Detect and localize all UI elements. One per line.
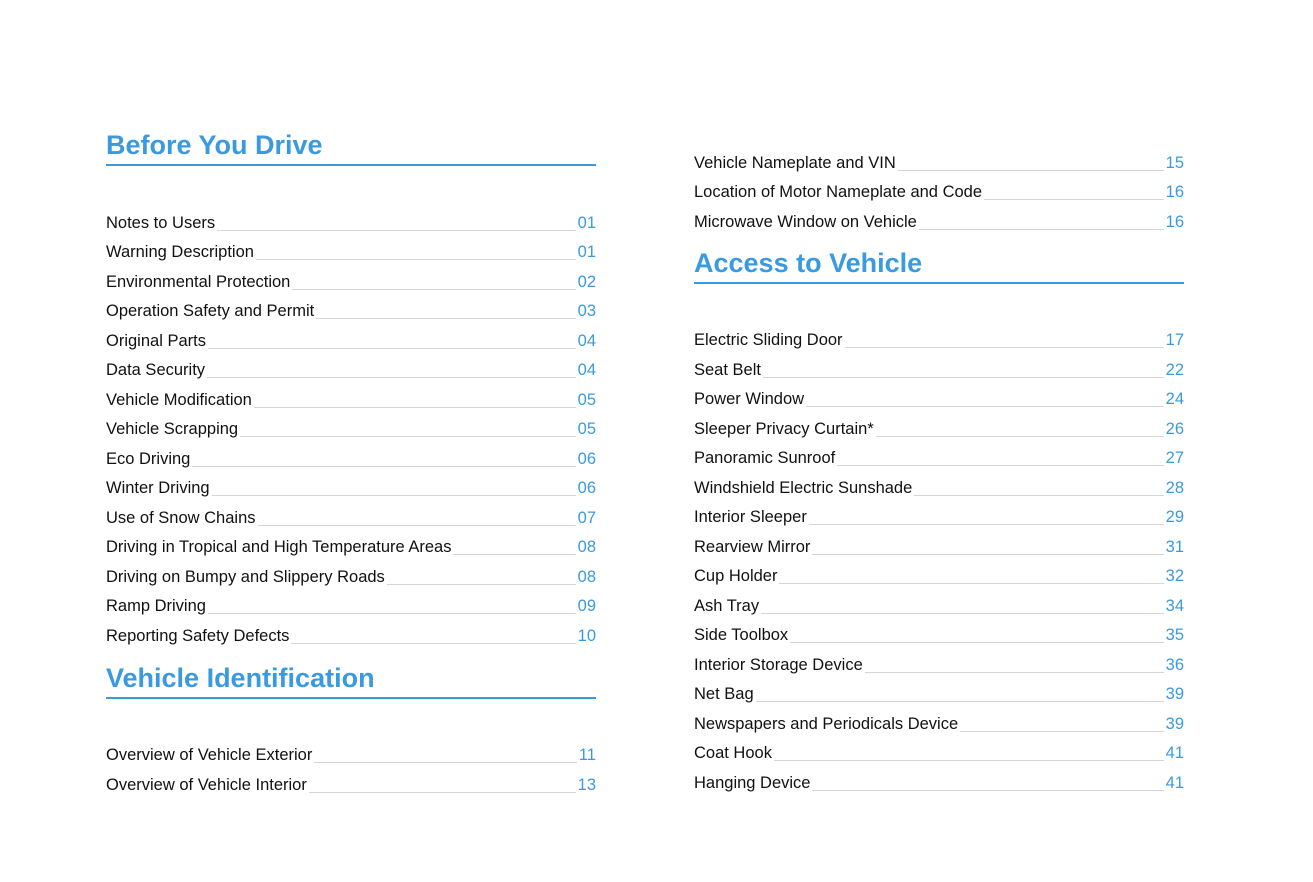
toc-entry[interactable] bbox=[694, 585, 1184, 615]
leader-line bbox=[387, 584, 576, 585]
entry-page-number: 06 bbox=[577, 479, 596, 497]
entry-page-number: 39 bbox=[1165, 685, 1184, 703]
leader-line bbox=[898, 170, 1164, 171]
entry-page-number: 35 bbox=[1165, 626, 1184, 644]
toc-entry[interactable] bbox=[106, 468, 596, 498]
entry-page-number: 17 bbox=[1165, 331, 1184, 349]
toc-entry[interactable] bbox=[106, 202, 596, 232]
toc-left-column bbox=[106, 129, 596, 811]
entry-page-number: 13 bbox=[577, 775, 596, 794]
leader-line bbox=[309, 792, 576, 793]
toc-entry[interactable] bbox=[694, 349, 1184, 379]
toc-entry[interactable] bbox=[694, 172, 1184, 202]
entry-page-number: 24 bbox=[1165, 390, 1184, 408]
entry-title: Side Toolbox bbox=[694, 626, 789, 644]
entry-title: Interior Sleeper bbox=[694, 508, 807, 526]
toc-entry[interactable] bbox=[694, 142, 1184, 172]
toc-section bbox=[106, 129, 596, 645]
entry-page-number: 08 bbox=[577, 567, 596, 586]
entry-title: Coat Hook bbox=[694, 744, 772, 762]
entry-title: Winter Driving bbox=[106, 479, 210, 497]
entry-title: Panoramic Sunroof bbox=[694, 449, 836, 467]
entry-title: Rearview Mirror bbox=[694, 537, 811, 556]
toc-entry[interactable] bbox=[694, 615, 1184, 645]
entry-title: Eco Driving bbox=[106, 449, 191, 468]
toc-entry[interactable] bbox=[694, 556, 1184, 586]
leader-line bbox=[208, 613, 576, 614]
section-title: Before You Drive bbox=[106, 129, 596, 166]
entry-title: Seat Belt bbox=[694, 360, 761, 379]
toc-entry[interactable] bbox=[106, 261, 596, 291]
leader-line bbox=[984, 199, 1164, 200]
leader-line bbox=[217, 230, 576, 231]
entry-page-number: 02 bbox=[577, 272, 596, 291]
leader-line bbox=[774, 760, 1164, 761]
section-title: Vehicle Identification bbox=[106, 662, 596, 699]
toc-entry-list bbox=[694, 320, 1184, 792]
entry-title: Net Bag bbox=[694, 685, 754, 703]
leader-line bbox=[812, 554, 1163, 555]
toc-entry[interactable] bbox=[694, 703, 1184, 733]
entry-page-number: 05 bbox=[577, 390, 596, 409]
entry-title: Operation Safety and Permit bbox=[106, 302, 315, 320]
entry-title: Original Parts bbox=[106, 331, 206, 350]
leader-line bbox=[453, 554, 575, 555]
entry-page-number: 27 bbox=[1165, 449, 1184, 467]
entry-page-number: 26 bbox=[1165, 419, 1184, 438]
toc-entry[interactable] bbox=[106, 291, 596, 321]
entry-title: Driving on Bumpy and Slippery Roads bbox=[106, 567, 385, 586]
entry-title: Use of Snow Chains bbox=[106, 508, 256, 527]
toc-entry[interactable] bbox=[106, 586, 596, 616]
entry-title: Microwave Window on Vehicle bbox=[694, 212, 917, 231]
leader-line bbox=[756, 701, 1164, 702]
entry-page-number: 01 bbox=[577, 243, 596, 261]
section-title: Access to Vehicle bbox=[694, 247, 1184, 284]
leader-line bbox=[809, 524, 1164, 525]
leader-line bbox=[837, 465, 1163, 466]
entry-title: Newspapers and Periodicals Device bbox=[694, 714, 959, 733]
entry-page-number: 11 bbox=[578, 746, 596, 764]
toc-entry[interactable] bbox=[694, 674, 1184, 704]
leader-line bbox=[761, 613, 1164, 614]
toc-entry[interactable] bbox=[694, 438, 1184, 468]
toc-right-column bbox=[694, 142, 1184, 809]
leader-line bbox=[208, 348, 576, 349]
entry-title: Hanging Device bbox=[694, 773, 811, 792]
entry-title: Reporting Safety Defects bbox=[106, 626, 290, 645]
entry-title: Data Security bbox=[106, 361, 206, 379]
toc-entry[interactable] bbox=[106, 497, 596, 527]
entry-page-number: 06 bbox=[577, 449, 596, 468]
entry-title: Overview of Vehicle Interior bbox=[106, 775, 307, 794]
leader-line bbox=[876, 436, 1164, 437]
leader-line bbox=[806, 406, 1164, 407]
leader-line bbox=[314, 762, 577, 763]
entry-title: Ash Tray bbox=[694, 596, 760, 615]
entry-page-number: 28 bbox=[1165, 478, 1184, 497]
entry-page-number: 31 bbox=[1165, 537, 1184, 556]
toc-entry[interactable] bbox=[106, 764, 596, 794]
leader-line bbox=[291, 643, 575, 644]
leader-line bbox=[779, 583, 1163, 584]
entry-title: Power Window bbox=[694, 390, 805, 408]
leader-line bbox=[812, 790, 1163, 791]
entry-page-number: 32 bbox=[1165, 567, 1184, 585]
leader-line bbox=[254, 407, 576, 408]
toc-section bbox=[106, 662, 596, 794]
leader-line bbox=[790, 642, 1163, 643]
leader-line bbox=[240, 436, 576, 437]
entry-title: Interior Storage Device bbox=[694, 655, 863, 674]
toc-entry[interactable] bbox=[106, 409, 596, 439]
entry-page-number: 16 bbox=[1165, 212, 1184, 231]
toc-entry[interactable] bbox=[106, 232, 596, 262]
leader-line bbox=[207, 377, 576, 378]
leader-line bbox=[212, 495, 576, 496]
entry-page-number: 29 bbox=[1165, 508, 1184, 526]
leader-line bbox=[960, 731, 1164, 732]
leader-line bbox=[865, 672, 1164, 673]
toc-entry[interactable] bbox=[106, 527, 596, 557]
entry-page-number: 39 bbox=[1165, 714, 1184, 733]
toc-entry[interactable] bbox=[694, 762, 1184, 792]
entry-title: Vehicle Modification bbox=[106, 390, 252, 409]
entry-page-number: 34 bbox=[1165, 596, 1184, 615]
entry-page-number: 16 bbox=[1165, 183, 1184, 201]
toc-section bbox=[694, 247, 1184, 792]
entry-title: Driving in Tropical and High Temperature Areas bbox=[106, 538, 452, 556]
toc-entry-list bbox=[106, 202, 596, 645]
entry-page-number: 07 bbox=[577, 508, 596, 527]
entry-title: Vehicle Scrapping bbox=[106, 420, 239, 438]
entry-page-number: 01 bbox=[577, 213, 596, 232]
entry-page-number: 04 bbox=[577, 361, 596, 379]
entry-title: Cup Holder bbox=[694, 567, 778, 585]
toc-entry-list bbox=[106, 735, 596, 794]
toc-entry[interactable] bbox=[106, 556, 596, 586]
toc-entry[interactable] bbox=[694, 320, 1184, 350]
leader-line bbox=[763, 377, 1164, 378]
entry-title: Location of Motor Nameplate and Code bbox=[694, 183, 983, 201]
entry-page-number: 09 bbox=[577, 597, 596, 615]
toc-entry[interactable] bbox=[106, 350, 596, 380]
leader-line bbox=[914, 495, 1163, 496]
toc-entry[interactable] bbox=[694, 201, 1184, 231]
entry-page-number: 05 bbox=[577, 420, 596, 438]
leader-line bbox=[845, 347, 1164, 348]
toc-entry[interactable] bbox=[106, 438, 596, 468]
leader-line bbox=[258, 525, 576, 526]
toc-entry[interactable] bbox=[694, 497, 1184, 527]
entry-title: Warning Description bbox=[106, 243, 254, 261]
entry-title: Sleeper Privacy Curtain* bbox=[694, 419, 874, 438]
toc-entry[interactable] bbox=[106, 735, 596, 765]
leader-line bbox=[316, 318, 575, 319]
toc-entry-list bbox=[694, 142, 1184, 231]
toc-entry[interactable] bbox=[106, 615, 596, 645]
entry-page-number: 10 bbox=[577, 626, 596, 645]
entry-title: Electric Sliding Door bbox=[694, 331, 843, 349]
toc-entry[interactable] bbox=[694, 526, 1184, 556]
toc-entry[interactable] bbox=[694, 379, 1184, 409]
toc-entry[interactable] bbox=[694, 733, 1184, 763]
toc-entry[interactable] bbox=[694, 467, 1184, 497]
entry-title: Vehicle Nameplate and VIN bbox=[694, 153, 896, 172]
entry-title: Ramp Driving bbox=[106, 597, 206, 615]
entry-title: Overview of Vehicle Exterior bbox=[106, 746, 313, 764]
entry-page-number: 41 bbox=[1165, 773, 1184, 792]
entry-title: Windshield Electric Sunshade bbox=[694, 478, 913, 497]
entry-title: Environmental Protection bbox=[106, 272, 291, 291]
entry-page-number: 22 bbox=[1165, 360, 1184, 379]
entry-page-number: 36 bbox=[1165, 655, 1184, 674]
leader-line bbox=[192, 466, 575, 467]
entry-page-number: 04 bbox=[577, 331, 596, 350]
toc-entry[interactable] bbox=[106, 379, 596, 409]
leader-line bbox=[292, 289, 575, 290]
entry-page-number: 03 bbox=[577, 302, 596, 320]
entry-title: Notes to Users bbox=[106, 213, 216, 232]
entry-page-number: 15 bbox=[1165, 153, 1184, 172]
entry-page-number: 08 bbox=[577, 538, 596, 556]
toc-entry[interactable] bbox=[694, 644, 1184, 674]
entry-page-number: 41 bbox=[1165, 744, 1184, 762]
leader-line bbox=[919, 229, 1164, 230]
leader-line bbox=[256, 259, 576, 260]
toc-entry[interactable] bbox=[694, 408, 1184, 438]
toc-entry[interactable] bbox=[106, 320, 596, 350]
